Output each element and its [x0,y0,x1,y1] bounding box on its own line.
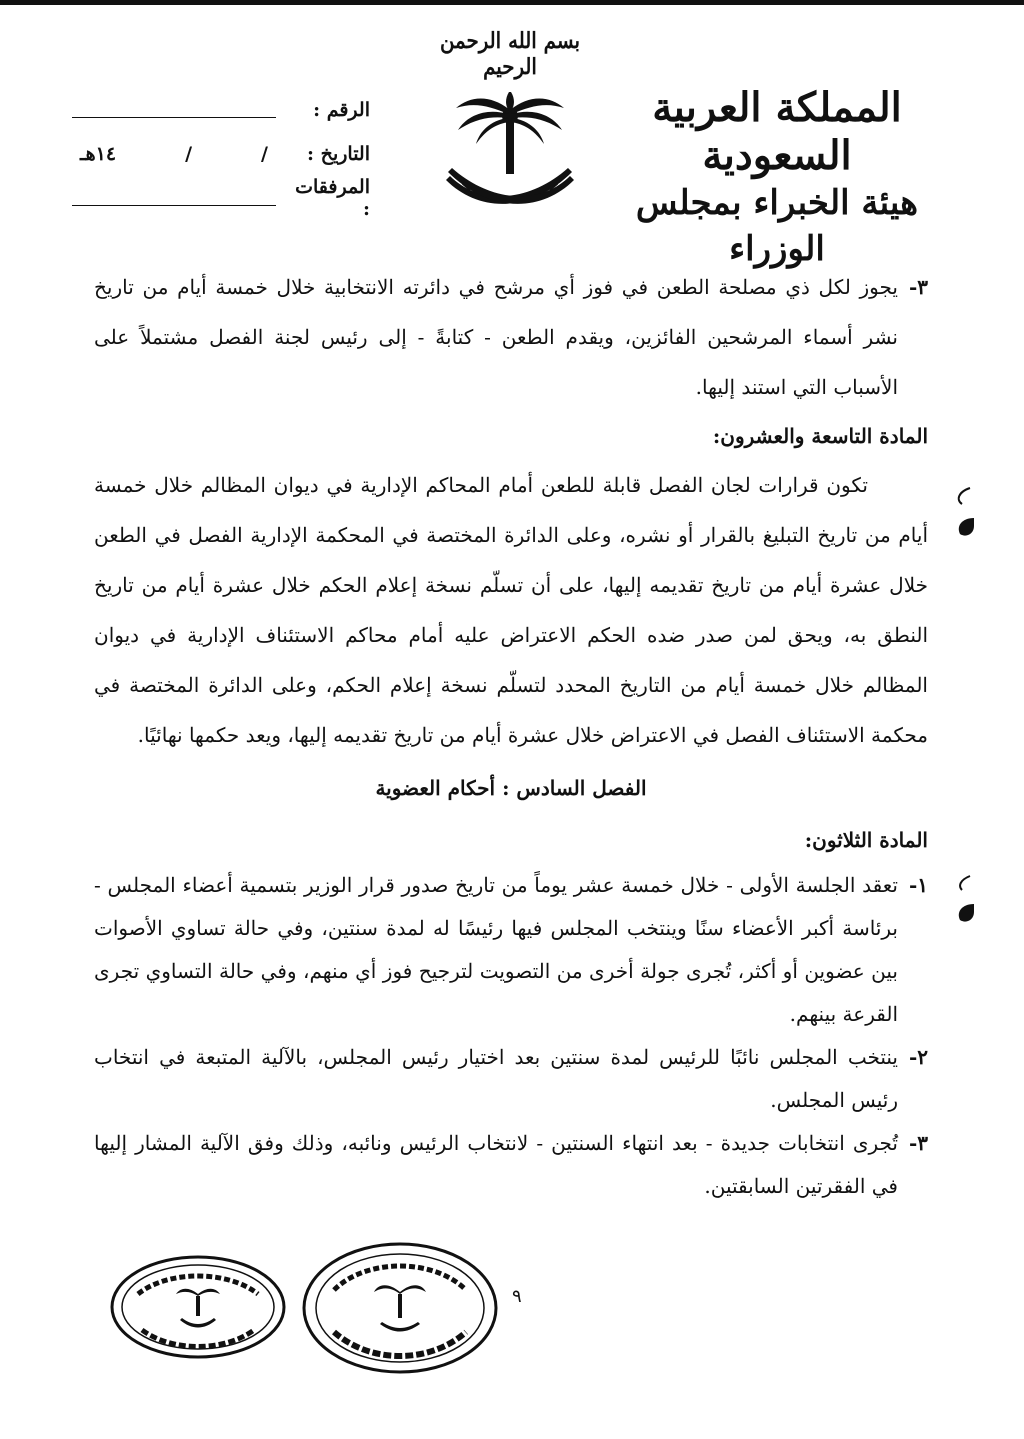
date-year-suffix: ١٤هـ [80,143,117,165]
page-top-border [0,0,1024,5]
clause-text: تعقد الجلسة الأولى - خلال خمسة عشر يوماً من تاريخ صدور قرار الوزير بتسمية أعضاء المجلس - برئاسة أكبر الأعضاء سنًا وينتخب المجلس فيها رئيسًا له لمدة سنتين، وفي حالة تساوي الأصوات بين عضوين أو أكثر، تُجرى جولة أخرى من التصويت لترجيح فوز أي منهم، وفي حالة التساوي تجرى القرعة بينهم. [94,873,898,1026]
date-slash-1: / [261,143,268,165]
chapter-title: الفصل السادس : أحكام العضوية [375,776,647,800]
organization-header [612,84,942,272]
clause-number: ١- [908,873,928,897]
letter-meta-fields [64,88,370,220]
attachments-label: المرفقات : [295,176,370,220]
clause-number: ٣- [908,275,928,299]
article-29-heading: المادة التاسعة والعشرون: [712,424,928,448]
basmala: بسم الله الرحمن الرحيم [439,28,581,80]
document-body [94,262,928,1208]
ref-label: الرقم : [313,99,370,121]
date-value [64,143,282,165]
saudi-palm-swords-emblem-icon [440,80,580,220]
date-slash-2: / [185,143,193,165]
clause-item-3 [94,262,928,412]
article-30-heading: المادة الثلاثون: [804,828,928,852]
org-name-kingdom: المملكة العربية السعودية [652,84,902,179]
official-seal-experts-commission-icon [300,1238,500,1378]
org-name-experts-commission: هيئة الخبراء بمجلس الوزراء [635,183,919,269]
article-30-item-3 [94,1122,928,1208]
punch-hole-mark-icon [948,484,976,540]
clause-text: تُجرى انتخابات جديدة - بعد انتهاء السنتين - لانتخاب الرئيس ونائبه، وذلك وفق الآلية المشار إليها في الفقرتين السابقتين. [94,1131,898,1198]
attachments-line [72,191,276,206]
article-30-item-1 [94,864,928,1036]
official-seal-secretariat-icon [108,1252,288,1362]
clause-text: ينتخب المجلس نائبًا للرئيس لمدة سنتين بعد اختيار رئيس المجلس، بالآلية المتبعة في انتخاب رئيس المجلس. [94,1045,899,1112]
clause-text: يجوز لكل ذي مصلحة الطعن في فوز أي مرشح في دائرته الانتخابية خلال خمسة أيام من تاريخ نشر أسماء المرشحين الفائزين، ويقدم الطعن - كتابةً - إلى رئيس لجنة الفصل مشتملاً على الأسباب التي استند إليها. [94,275,898,399]
article-30-item-2 [94,1036,928,1122]
date-row [64,132,370,176]
attachments-row [64,176,370,220]
date-label: التاريخ : [307,143,370,165]
page-number: ٩ [512,1286,522,1307]
ref-row [64,88,370,132]
clause-number: ٣- [908,1131,928,1155]
clause-number: ٢- [908,1045,928,1069]
punch-hole-mark-icon [948,872,976,928]
ref-line [72,103,276,118]
article-29-text: تكون قرارات لجان الفصل قابلة للطعن أمام المحاكم الإدارية في ديوان المظالم خلال خمسة أيام من تاريخ التبليغ بالقرار أو نشره، وعلى الدائرة المختصة في المحكمة الإدارية الفصل في الطعن خلال عشرة أيام من تاريخ تقديمه إليها، على أن تسلّم نسخة إعلام الحكم خلال عشرة أيام من تاريخ النطق به، ويحق لمن صدر ضده الحكم الاعتراض عليه أمام محاكم الاستئناف الإدارية في ديوان المظالم خلال خمسة أيام من التاريخ المحدد لتسلّم نسخة إعلام الحكم، وعلى الدائرة المختصة في محكمة الاستئناف الفصل في الاعتراض خلال عشرة أيام من تاريخ تقديمه إليها، ويعد حكمها نهائيًا. [94,473,928,747]
